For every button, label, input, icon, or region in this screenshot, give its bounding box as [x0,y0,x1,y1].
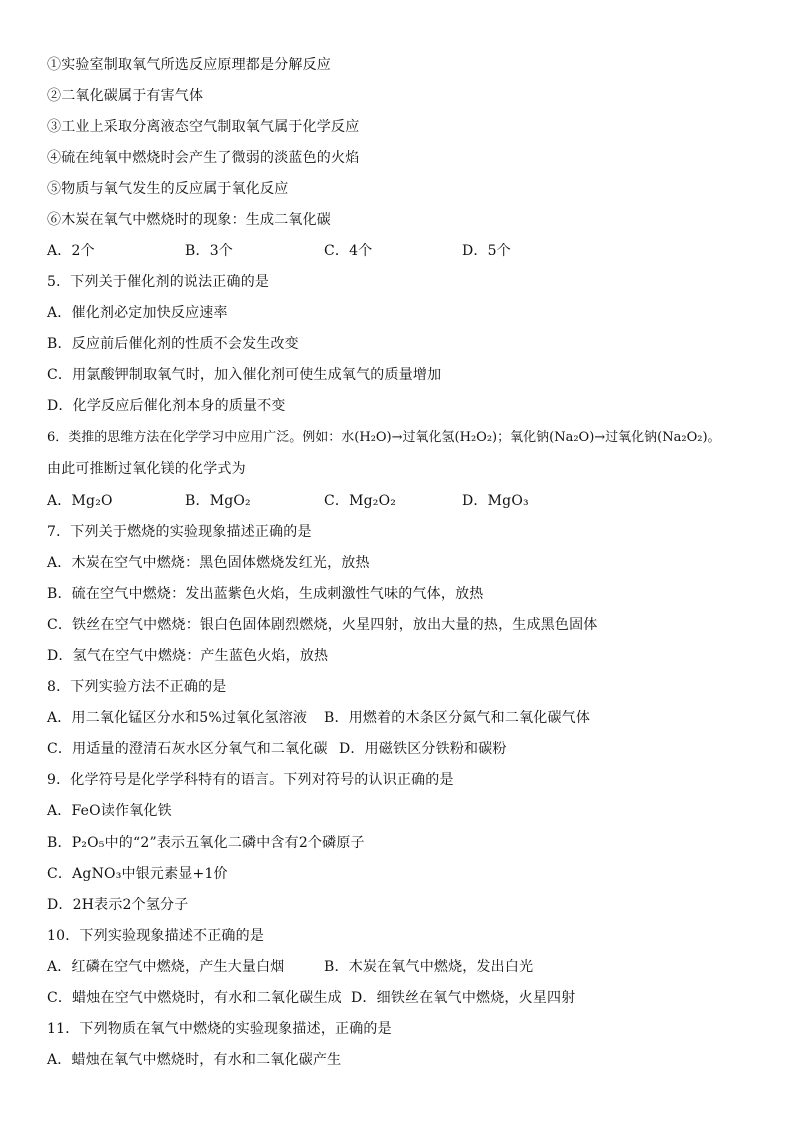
q8-stem: 8．下列实验方法不正确的是 [47,679,227,695]
q7-stem: 7．下列关于燃烧的实验现象描述正确的是 [47,524,312,540]
q8-options-row-1 [47,707,747,729]
q7-option-d: D．氢气在空气中燃烧：产生蓝色火焰，放热 [47,648,329,664]
statement-6: ⑥木炭在氧气中燃烧时的现象：生成二氧化碳 [47,212,331,228]
q4-options-row [47,240,747,262]
q5-option-d: D．化学反应后催化剂本身的质量不变 [47,398,286,414]
q5-option-a: A．催化剂必定加快反应速率 [47,305,228,321]
q10-option-a: A．红磷在空气中燃烧，产生大量白烟 [47,959,285,975]
statement-4: ④硫在纯氧中燃烧时会产生了微弱的淡蓝色的火焰 [47,150,360,166]
hydrogen-peroxide-formula: (H₂O₂) [454,430,498,445]
q7-option-a: A．木炭在空气中燃烧：黑色固体燃烧发红光，放热 [47,555,370,571]
q5-stem: 5．下列关于催化剂的说法正确的是 [47,274,270,290]
q8-option-c: C．用适量的澄清石灰水区分氧气和二氧化碳 [47,741,328,757]
q11-stem: 11．下列物质在氧气中燃烧的实验现象描述，正确的是 [47,1021,392,1037]
q10-option-b: B．木炭在氧气中燃烧，发出白光 [324,959,534,975]
statement-3: ③工业上采取分离液态空气制取氧气属于化学反应 [47,119,360,135]
q11-option-a: A．蜡烛在氧气中燃烧时，有水和二氧化碳产生 [47,1052,342,1068]
q6-options-row [47,490,747,512]
q10-options-row-1 [47,956,747,978]
q6-stem-start: 6．类推的思维方法在化学学习中应用广泛。例如：水 [47,430,355,445]
sodium-peroxide-formula: (Na₂O₂) [657,430,708,445]
q6-stem-line1 [47,427,721,449]
q6-option-a: A．Mg₂O [47,493,113,509]
q10-stem: 10．下列实验现象描述不正确的是 [47,928,265,944]
q5-option-c: C．用氯酸钾制取氧气时，加入催化剂可使生成氧气的质量增加 [47,367,442,383]
q10-options-row-2 [47,987,767,1009]
q4-option-d: D．5个 [462,243,511,259]
q8-option-b: B．用燃着的木条区分氮气和二氧化碳气体 [324,710,591,726]
q9-option-c: C．AgNO₃中银元素显+1价 [47,866,228,882]
q8-option-a: A．用二氧化锰区分水和5%过氧化氢溶液 [47,710,308,726]
q9-stem: 9．化学符号是化学学科特有的语言。下列对符号的认识正确的是 [47,772,454,788]
q9-option-a: A．FeO读作氧化铁 [47,803,172,819]
q8-options-row-2 [47,738,747,760]
sodium-oxide-formula: (Na₂O) [549,430,595,445]
q6-option-d: D．MgO₃ [462,493,529,509]
q6-arrow-1: →过氧化氢 [391,430,455,445]
q10-option-c: C．蜡烛在空气中燃烧时，有水和二氧化碳生成 [47,990,342,1006]
water-formula: (H₂O) [354,430,392,445]
q4-option-c: C．4个 [324,243,373,259]
q4-option-b: B．3个 [185,243,233,259]
q6-separator: ；氧化钠 [497,430,550,445]
statement-1: ①实验室制取氧气所选反应原理都是分解反应 [47,57,331,73]
q6-option-b: B．MgO₂ [185,493,251,509]
statement-2: ②二氧化碳属于有害气体 [47,88,204,104]
q7-option-c: C．铁丝在空气中燃烧：银白色固体剧烈燃烧，火星四射，放出大量的热，生成黑色固体 [47,617,598,633]
q6-option-c: C．Mg₂O₂ [324,493,397,509]
q6-arrow-2: →过氧化钠 [594,430,658,445]
q7-option-b: B．硫在空气中燃烧：发出蓝紫色火焰，生成刺激性气味的气体，放热 [47,586,484,602]
q5-option-b: B．反应前后催化剂的性质不会发生改变 [47,336,299,352]
q6-stem-line2: 由此可推断过氧化镁的化学式为 [47,461,246,477]
q6-stem-end: 。 [707,430,721,445]
statement-5: ⑤物质与氧气发生的反应属于氧化反应 [47,181,289,197]
q9-option-d: D．2H表示2个氢分子 [47,897,189,913]
q8-option-d: D．用磁铁区分铁粉和碳粉 [339,741,507,757]
q10-option-d: D．细铁丝在氧气中燃烧，火星四射 [351,990,576,1006]
q9-option-b: B．P₂O₅中的“2”表示五氧化二磷中含有2个磷原子 [47,835,365,851]
q4-option-a: A．2个 [47,243,95,259]
